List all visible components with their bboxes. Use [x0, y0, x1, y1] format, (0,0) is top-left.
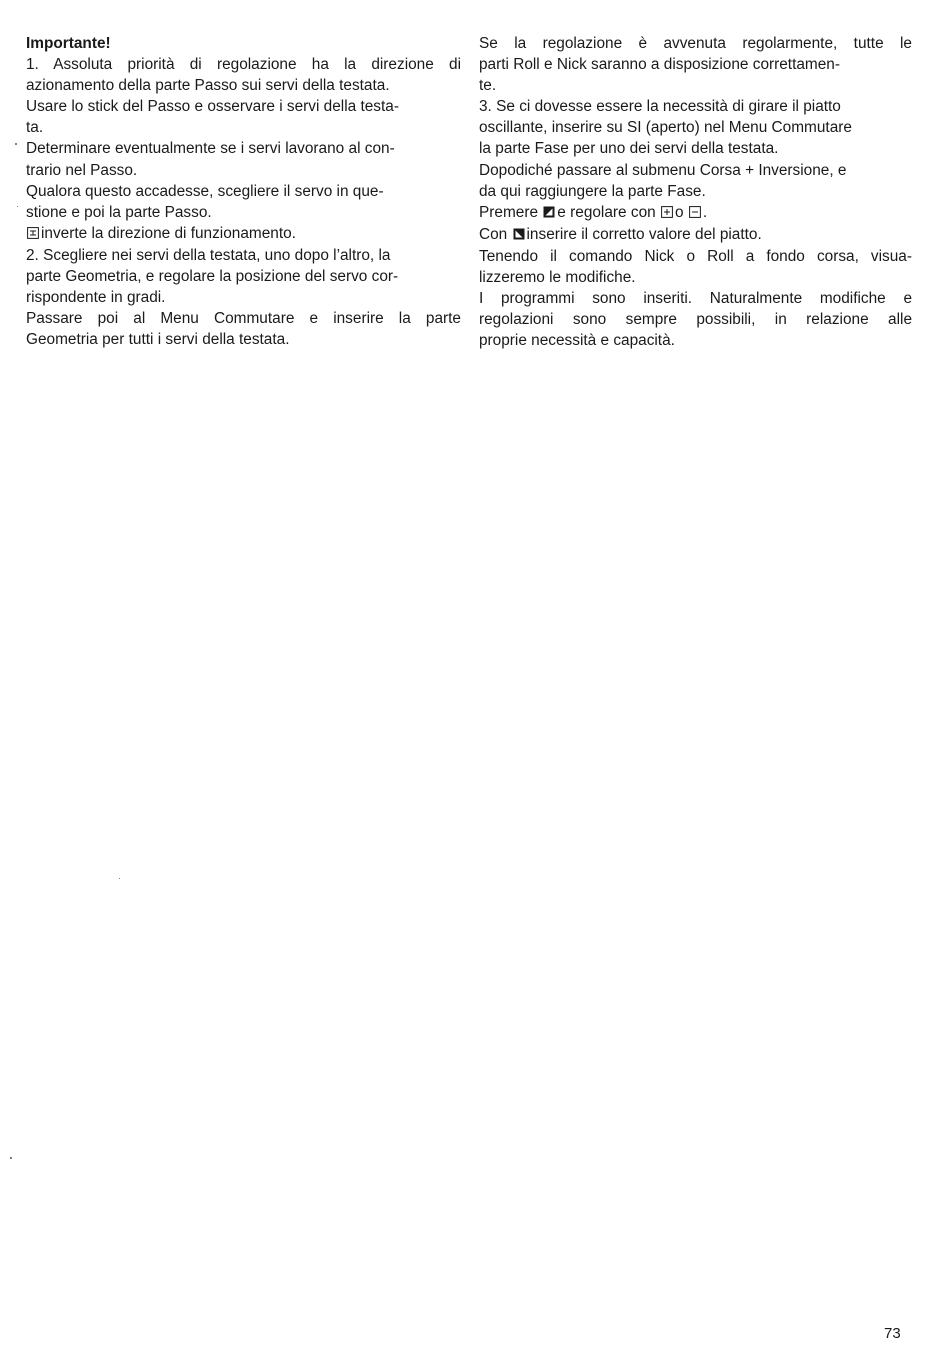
- right-column: [479, 33, 912, 351]
- paragraph-line: azionamento della parte Passo sui servi della testata.: [26, 77, 390, 95]
- scan-speck: [10, 1157, 12, 1159]
- paragraph-line: stione e poi la parte Passo.: [26, 203, 212, 221]
- scan-speck: [119, 878, 120, 879]
- paragraph-line: I programmi sono inseriti. Naturalmente modifiche e: [479, 290, 912, 308]
- paragraph-line: regolazioni sono sempre possibili, in relazione alle: [479, 311, 912, 329]
- paragraph-line: Geometria per tutti i servi della testata.: [26, 331, 290, 349]
- paragraph-line: Determinare eventualmente se i servi lavorano al con-: [26, 140, 395, 158]
- page-number: 73: [884, 1325, 901, 1342]
- con-line: [479, 224, 912, 246]
- regolare-text: e regolare con: [557, 203, 656, 221]
- inverse-text: inverte la direzione di funzionamento.: [41, 224, 296, 242]
- premere-line: [479, 202, 912, 224]
- minus-key-icon: [689, 203, 701, 224]
- paragraph-line: Se la regolazione è avvenuta regolarmente, tutte le: [479, 35, 912, 52]
- left-column: [26, 33, 461, 350]
- premere-text: Premere: [479, 203, 539, 221]
- paragraph-line: Qualora questo accadesse, scegliere il servo in que-: [26, 182, 384, 200]
- paragraph-line: la parte Fase per uno dei servi della testata.: [479, 140, 779, 158]
- paragraph-line: 1. Assoluta priorità di regolazione ha la direzione di: [26, 56, 461, 74]
- period-text: .: [702, 203, 708, 221]
- paragraph-line: parti Roll e Nick saranno a disposizione correttamen-: [479, 56, 840, 74]
- o-text: o: [674, 203, 684, 221]
- paragraph-line: proprie necessità e capacità.: [479, 332, 675, 350]
- paragraph-line: Dopodiché passare al submenu Corsa + Inversione, e: [479, 161, 847, 179]
- paragraph-line: parte Geometria, e regolare la posizione del servo cor-: [26, 268, 399, 286]
- paragraph-line: trario nel Passo.: [26, 161, 138, 179]
- paragraph-line: oscillante, inserire su SI (aperto) nel Menu Commutare: [479, 119, 852, 137]
- paragraph-line: Passare poi al Menu Commutare e inserire la parte: [26, 310, 461, 328]
- paragraph-line: ta.: [26, 119, 44, 137]
- con-text: Con: [479, 225, 508, 243]
- paragraph-line: te.: [479, 77, 497, 95]
- reverse-key-icon: [27, 224, 39, 245]
- store-key-icon: [513, 225, 525, 246]
- scan-speck: [17, 206, 18, 207]
- paragraph-line: da qui raggiungere la parte Fase.: [479, 182, 706, 200]
- paragraph-line: 2. Scegliere nei servi della testata, uno dopo l’altro, la: [26, 246, 391, 264]
- paragraph-line-with-icon: [26, 223, 461, 245]
- paragraph-line: lizzeremo le modifiche.: [479, 269, 636, 287]
- paragraph-line: Usare lo stick del Passo e osservare i servi della testa-: [26, 98, 399, 116]
- scan-speck: [15, 143, 17, 145]
- enter-key-icon: [543, 203, 555, 224]
- paragraph-line: 3. Se ci dovesse essere la necessità di girare il piatto: [479, 98, 841, 116]
- plus-key-icon: [661, 203, 673, 224]
- paragraph-line: Tenendo il comando Nick o Roll a fondo corsa, visua-: [479, 247, 912, 265]
- heading-importante: Importante!: [26, 35, 111, 52]
- inserire-text: inserire il corretto valore del piatto.: [526, 225, 762, 243]
- paragraph-line: rispondente in gradi.: [26, 289, 166, 307]
